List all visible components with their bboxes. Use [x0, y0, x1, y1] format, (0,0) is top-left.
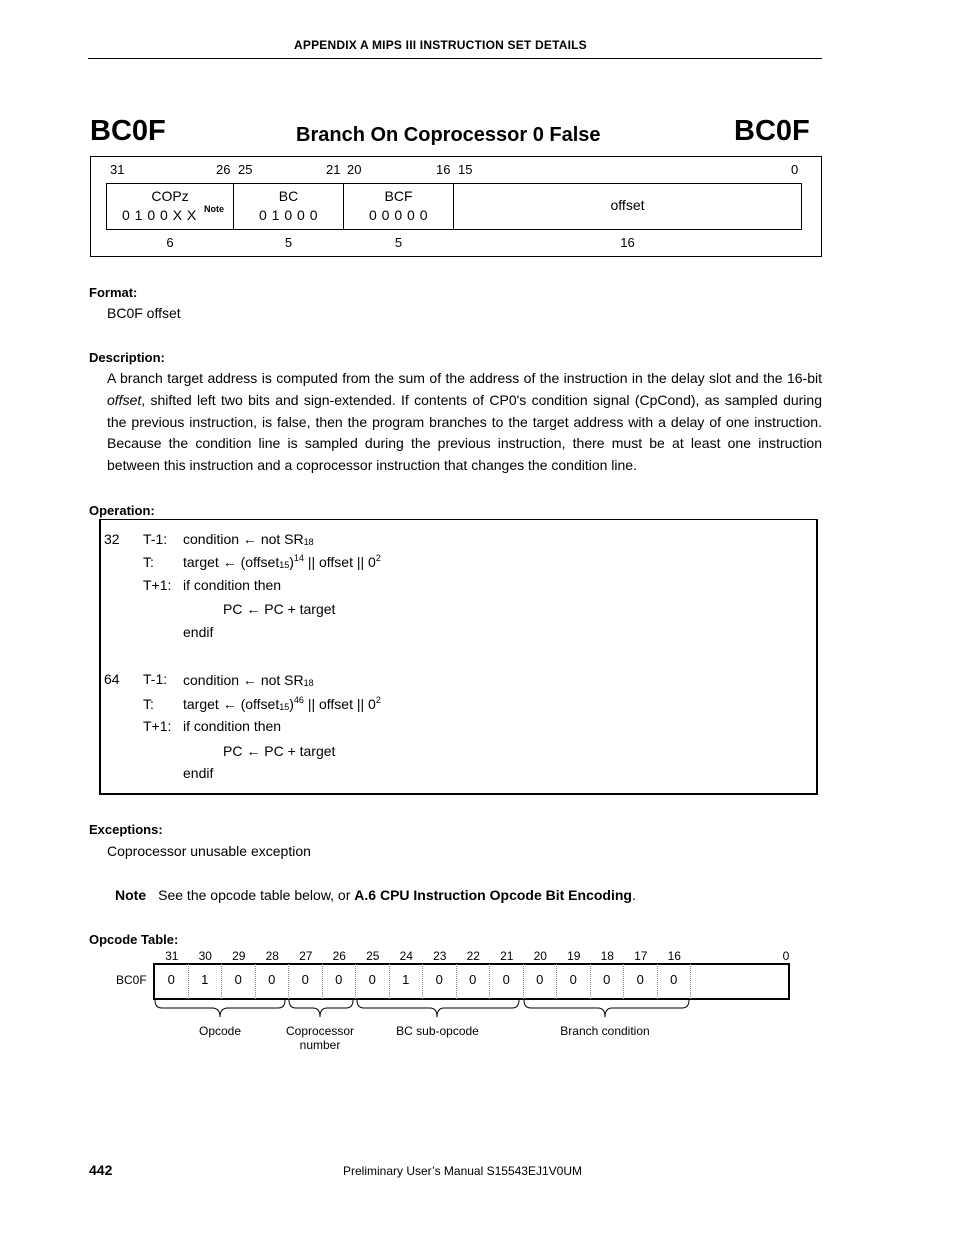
pc-statement: PC ← PC + target [223, 743, 336, 759]
field-bc-width: 5 [284, 235, 293, 250]
offset-subscript: 15 [279, 702, 290, 712]
note-text-end: . [631, 887, 636, 903]
target-text: ) [289, 554, 294, 570]
target-text: target ← (offset [183, 696, 280, 712]
target-text: ) [289, 696, 294, 712]
opcode-bit-number: 20 [533, 949, 547, 963]
cycle-label: T-1: [143, 531, 168, 547]
endif-statement: endif [183, 624, 214, 640]
opcode-bit-cell: 0 [222, 964, 256, 999]
field-copz-value: 0 1 0 0 X X [122, 207, 197, 223]
opcode-bit-cell: 0 [155, 964, 189, 999]
description-line: between this instruction and a coprocessor instruction that changes the condition line. [107, 457, 637, 474]
bit-label-16: 16 [436, 162, 451, 177]
opcode-bit-cell: 0 [490, 964, 524, 999]
opcode-bit-cell: 0 [591, 964, 625, 999]
group-label-branch-condition: Branch condition [560, 1024, 650, 1038]
condition-text: condition ← not SR [183, 531, 304, 547]
description-body [107, 368, 822, 477]
page-number: 442 [89, 1162, 113, 1178]
opcode-bit-number: 28 [265, 949, 279, 963]
manual-id: Preliminary User’s Manual S15543EJ1V0UM [343, 1164, 582, 1178]
offset-term: offset [107, 391, 142, 408]
cycle-label: T+1: [143, 577, 172, 593]
bit-label-15: 15 [458, 162, 473, 177]
field-bc-name: BC [278, 188, 299, 204]
group-label-coprocessor: Coprocessor [285, 1024, 355, 1038]
header-rule [88, 58, 822, 59]
operation-heading: Operation: [89, 503, 155, 518]
exceptions-heading: Exceptions: [89, 822, 163, 837]
bit-label-31: 31 [110, 162, 125, 177]
exceptions-text: Coprocessor unusable exception [107, 843, 311, 859]
opcode-bit-number: 22 [466, 949, 480, 963]
mnemonic-left: BC0F [90, 115, 166, 147]
group-label-opcode: Opcode [198, 1024, 242, 1038]
replication-superscript: 46 [293, 695, 304, 705]
group-label-coprocessor-2: number [299, 1038, 341, 1052]
bit-label-26: 26 [216, 162, 231, 177]
pc-statement: PC ← PC + target [223, 601, 336, 617]
condition-text: condition ← not SR [183, 672, 304, 688]
opcode-bit-number: 21 [500, 949, 514, 963]
description-line-text: , shifted left two bits and sign-extended. If contents of CP0's condition signal (CpCond), as sampled during [141, 391, 822, 408]
opcode-bit-number: 0 [782, 949, 790, 963]
format-heading: Format: [89, 285, 138, 300]
mode-label-32: 32 [104, 531, 120, 547]
description-line: the previous instruction, is false, then the program branches to the target address with a delay of one instruction. [107, 413, 822, 430]
field-copz-name: COPz [151, 188, 189, 204]
opcode-bit-cell: 0 [423, 964, 457, 999]
opcode-bit-cell: 1 [189, 964, 223, 999]
brace-bc-sub-opcode [357, 1000, 519, 1017]
opcode-bit-number: 24 [399, 949, 413, 963]
description-line: A branch target address is computed from the sum of the address of the instruction in the delay slot and the 16-bit [107, 370, 822, 386]
group-label-bc-sub-opcode: BC sub-opcode [396, 1024, 479, 1038]
instruction-name: Branch On Coprocessor 0 False [296, 124, 601, 146]
mnemonic-right: BC0F [734, 115, 810, 147]
opcode-bit-number: 26 [332, 949, 346, 963]
opcode-bit-cell: 0 [256, 964, 290, 999]
brace-opcode [155, 1000, 285, 1017]
field-copz-note: Note [204, 204, 224, 214]
opcode-bit-number: 16 [667, 949, 681, 963]
note-reference: A.6 CPU Instruction Opcode Bit Encoding [354, 887, 632, 903]
note-label: Note [115, 887, 147, 903]
cycle-label: T+1: [143, 718, 172, 734]
opcode-bit-number: 19 [567, 949, 581, 963]
opcode-bit-cell: 0 [323, 964, 357, 999]
opcode-bit-cell: 0 [624, 964, 658, 999]
field-bcf-name: BCF [384, 188, 413, 204]
note-text: See the opcode table below, or [158, 887, 355, 903]
field-bcf-value: 0 0 0 0 0 [369, 207, 428, 223]
description-line [107, 390, 822, 412]
opcode-bit-number: 23 [433, 949, 447, 963]
target-statement [183, 696, 381, 712]
opcode-table-heading: Opcode Table: [89, 932, 179, 947]
field-offset-width: 16 [620, 235, 635, 250]
brace-branch-condition [524, 1000, 689, 1017]
condition-statement [183, 672, 314, 688]
sr-subscript: 18 [303, 678, 314, 688]
opcode-bit-number: 29 [232, 949, 246, 963]
opcode-bit-cell: 0 [658, 964, 692, 999]
bit-label-0: 0 [791, 162, 799, 177]
opcode-bit-number: 30 [198, 949, 212, 963]
brace-coprocessor [289, 1000, 353, 1017]
opcode-bit-number: 18 [600, 949, 614, 963]
bit-label-21: 21 [326, 162, 341, 177]
target-text: || offset || 0 [303, 696, 376, 712]
if-statement: if condition then [183, 718, 282, 734]
shift-superscript: 2 [375, 695, 381, 705]
cycle-label: T: [143, 554, 154, 570]
description-heading: Description: [89, 350, 165, 365]
condition-statement [183, 531, 314, 547]
field-offset-name: offset [610, 197, 645, 213]
target-statement [183, 554, 381, 570]
running-header: APPENDIX A MIPS III INSTRUCTION SET DETAILS [294, 38, 587, 52]
if-statement: if condition then [183, 577, 282, 593]
sr-subscript: 18 [303, 537, 314, 547]
field-bc-value: 0 1 0 0 0 [259, 207, 318, 223]
bit-label-25: 25 [238, 162, 253, 177]
opcode-bit-number: 25 [366, 949, 380, 963]
opcode-bit-cell: 1 [390, 964, 424, 999]
bit-label-20: 20 [347, 162, 362, 177]
note [115, 887, 636, 903]
opcode-bit-cell: 0 [557, 964, 591, 999]
target-text: || offset || 0 [303, 554, 376, 570]
target-text: target ← (offset [183, 554, 280, 570]
opcode-row-label: BC0F [116, 973, 147, 987]
field-copz-width: 6 [166, 235, 174, 250]
shift-superscript: 2 [375, 553, 381, 563]
description-line: Because the condition line is sampled during the previous instruction, there must be at least one instruction [107, 435, 822, 452]
opcode-bit-cell: 0 [524, 964, 558, 999]
opcode-bit-number: 17 [634, 949, 648, 963]
replication-superscript: 14 [293, 553, 304, 563]
opcode-bit-cell: 0 [289, 964, 323, 999]
field-bcf-width: 5 [394, 235, 403, 250]
opcode-bit-number: 31 [165, 949, 179, 963]
opcode-bit-number: 27 [299, 949, 313, 963]
endif-statement: endif [183, 765, 214, 781]
offset-subscript: 15 [279, 560, 290, 570]
mode-label-64: 64 [104, 671, 120, 687]
opcode-bit-cell: 0 [457, 964, 491, 999]
format-text: BC0F offset [107, 305, 181, 321]
opcode-bit-cell: 0 [356, 964, 390, 999]
opcode-group-braces [150, 998, 710, 1024]
cycle-label: T-1: [143, 671, 168, 687]
cycle-label: T: [143, 696, 154, 712]
